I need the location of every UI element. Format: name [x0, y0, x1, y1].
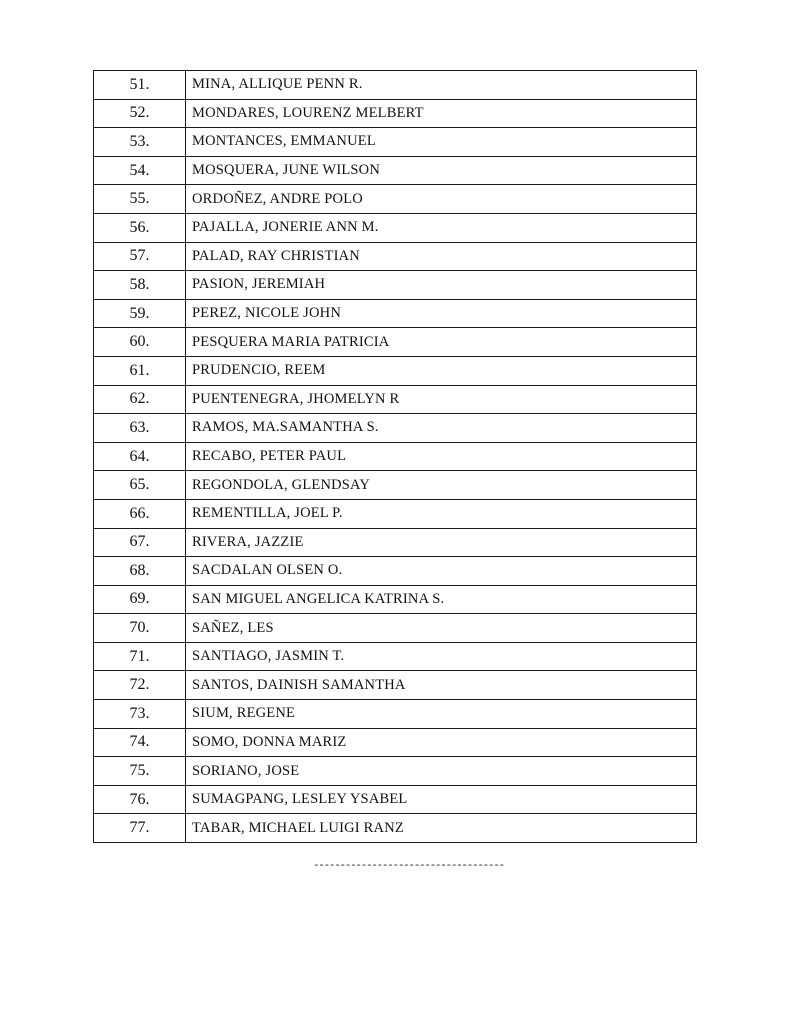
table-row: [94, 128, 697, 157]
entry-name: SUMAGPANG, LESLEY YSABEL: [186, 785, 697, 814]
table-row: [94, 328, 697, 357]
entry-name: RECABO, PETER PAUL: [186, 442, 697, 471]
table-row: [94, 528, 697, 557]
table-row: [94, 614, 697, 643]
table-row: [94, 471, 697, 500]
entry-name: SANTIAGO, JASMIN T.: [186, 642, 697, 671]
entry-name: SIUM, REGENE: [186, 700, 697, 729]
table-row: [94, 499, 697, 528]
entry-name: PEREZ, NICOLE JOHN: [186, 299, 697, 328]
table-row: [94, 185, 697, 214]
entry-name: SACDALAN OLSEN O.: [186, 557, 697, 586]
table-row: [94, 299, 697, 328]
entry-number: 73.: [94, 700, 186, 729]
entry-name: PASION, JEREMIAH: [186, 271, 697, 300]
table-row: [94, 757, 697, 786]
entry-name: SOMO, DONNA MARIZ: [186, 728, 697, 757]
entry-number: 58.: [94, 271, 186, 300]
table-row: [94, 242, 697, 271]
entry-name: SAÑEZ, LES: [186, 614, 697, 643]
table-row: [94, 700, 697, 729]
entry-number: 68.: [94, 557, 186, 586]
table-row: [94, 671, 697, 700]
table-row: [94, 213, 697, 242]
entry-name: RAMOS, MA.SAMANTHA S.: [186, 414, 697, 443]
entry-number: 69.: [94, 585, 186, 614]
table-row: [94, 356, 697, 385]
entry-number: 51.: [94, 71, 186, 100]
entry-number: 53.: [94, 128, 186, 157]
table-row: [94, 728, 697, 757]
table-row: [94, 814, 697, 843]
entry-number: 54.: [94, 156, 186, 185]
entry-name: TABAR, MICHAEL LUIGI RANZ: [186, 814, 697, 843]
entry-name: SORIANO, JOSE: [186, 757, 697, 786]
roster-body: [94, 71, 697, 843]
entry-name: PAJALLA, JONERIE ANN M.: [186, 213, 697, 242]
entry-number: 71.: [94, 642, 186, 671]
entry-number: 65.: [94, 471, 186, 500]
entry-name: PUENTENEGRA, JHOMELYN R: [186, 385, 697, 414]
table-row: [94, 642, 697, 671]
entry-name: ORDOÑEZ, ANDRE POLO: [186, 185, 697, 214]
entry-name: PESQUERA MARIA PATRICIA: [186, 328, 697, 357]
table-row: [94, 385, 697, 414]
entry-number: 57.: [94, 242, 186, 271]
entry-name: SANTOS, DAINISH SAMANTHA: [186, 671, 697, 700]
entry-number: 60.: [94, 328, 186, 357]
end-of-list-dashes: ------------------------------------: [313, 860, 504, 872]
entry-name: MOSQUERA, JUNE WILSON: [186, 156, 697, 185]
entry-number: 74.: [94, 728, 186, 757]
table-row: [94, 156, 697, 185]
entry-number: 62.: [94, 385, 186, 414]
entry-name: MONDARES, LOURENZ MELBERT: [186, 99, 697, 128]
entry-number: 76.: [94, 785, 186, 814]
entry-number: 72.: [94, 671, 186, 700]
entry-number: 52.: [94, 99, 186, 128]
entry-name: REGONDOLA, GLENDSAY: [186, 471, 697, 500]
table-row: [94, 557, 697, 586]
entry-number: 70.: [94, 614, 186, 643]
entry-number: 63.: [94, 414, 186, 443]
entry-name: PALAD, RAY CHRISTIAN: [186, 242, 697, 271]
entry-number: 77.: [94, 814, 186, 843]
table-row: [94, 71, 697, 100]
entry-number: 59.: [94, 299, 186, 328]
table-row: [94, 785, 697, 814]
name-roster-table: [93, 70, 697, 843]
entry-name: MONTANCES, EMMANUEL: [186, 128, 697, 157]
entry-name: REMENTILLA, JOEL P.: [186, 499, 697, 528]
table-row: [94, 99, 697, 128]
entry-name: SAN MIGUEL ANGELICA KATRINA S.: [186, 585, 697, 614]
entry-number: 64.: [94, 442, 186, 471]
table-row: [94, 585, 697, 614]
entry-number: 61.: [94, 356, 186, 385]
entry-number: 66.: [94, 499, 186, 528]
entry-number: 56.: [94, 213, 186, 242]
entry-number: 75.: [94, 757, 186, 786]
entry-number: 67.: [94, 528, 186, 557]
table-row: [94, 414, 697, 443]
entry-number: 55.: [94, 185, 186, 214]
table-row: [94, 271, 697, 300]
entry-name: MINA, ALLIQUE PENN R.: [186, 71, 697, 100]
entry-name: PRUDENCIO, REEM: [186, 356, 697, 385]
entry-name: RIVERA, JAZZIE: [186, 528, 697, 557]
table-row: [94, 442, 697, 471]
